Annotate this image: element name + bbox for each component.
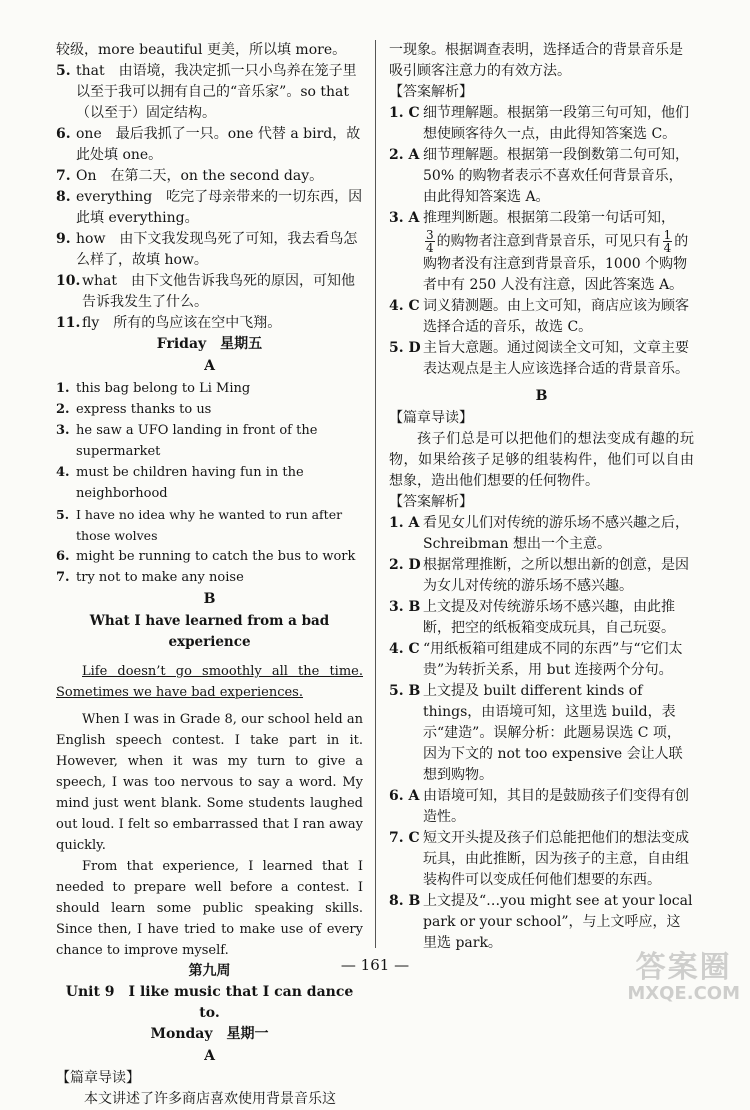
item-text: one 最后我抓了一只。one 代替 a bird，故此处填 one。 xyxy=(76,126,361,163)
answer-item xyxy=(389,338,694,380)
item-text: 上文提及“…you might see at your local park or your school”，与上文呼应，这里选 park。 xyxy=(423,893,693,951)
answer-label: 【答案解析】 xyxy=(389,494,473,510)
item-number: 7. xyxy=(56,168,71,184)
item-number: 6. xyxy=(56,549,70,564)
fraction-denominator: 4 xyxy=(663,241,672,255)
item-text: 词义猜测题。由上文可知，商店应该为顾客选择合适的音乐，故选 C。 xyxy=(423,298,689,335)
answer-item xyxy=(56,420,363,462)
item-text: 推理判断题。根据第二段第一句话可知， xyxy=(423,210,675,226)
item-text: fly 所有的鸟应该在空中飞翔。 xyxy=(82,315,282,331)
item-text: that 由语境，我决定抓一只小鸟养在笼子里以至于我可以拥有自己的“音乐家”。so that（以至于）固定结构。 xyxy=(76,63,357,121)
item-text: “用纸板箱可组建成不同的东西”与“它们太贵”为转折关系，用 but 连接两个分句。 xyxy=(423,641,683,678)
answer-item xyxy=(389,296,694,338)
day-heading: Friday 星期五 xyxy=(156,336,263,352)
answer-item xyxy=(56,378,363,399)
answer-item xyxy=(389,891,694,954)
watermark-text: 答案圈 xyxy=(635,950,732,985)
item-text: might be running to catch the bus to work xyxy=(76,549,356,564)
item-number: 4. C xyxy=(389,298,420,314)
item-number: 3. B xyxy=(389,599,421,615)
guide-label: 【篇章导读】 xyxy=(56,1070,140,1086)
answer-item xyxy=(56,546,363,567)
item-number: 9. xyxy=(56,231,71,247)
answer-item xyxy=(389,103,694,145)
answer-item xyxy=(56,313,363,334)
guide-label: 【篇章导读】 xyxy=(389,410,473,426)
answer-item xyxy=(389,786,694,828)
answer-item xyxy=(389,639,694,681)
item-number: 2. xyxy=(56,402,70,417)
answer-item xyxy=(56,462,363,504)
left-column xyxy=(56,40,363,1110)
item-number: 7. xyxy=(56,570,70,585)
item-number: 8. xyxy=(56,189,71,205)
item-text: he saw a UFO landing in front of the supermarket xyxy=(76,423,318,459)
text-line: 较级，more beautiful 更美，所以填 more。 xyxy=(56,42,347,58)
section-letter: A xyxy=(204,358,215,374)
item-number: 1. A xyxy=(389,515,420,531)
section-letter: B xyxy=(535,388,548,404)
item-number: 5. xyxy=(56,507,70,522)
answer-item xyxy=(56,124,363,166)
text-line: 一现象。根据调查表明，选择适合的背景音乐是吸引顾客注意力的有效方法。 xyxy=(389,42,683,79)
item-text: what 由下文他告诉我鸟死的原因，可知他告诉我发生了什么。 xyxy=(82,273,355,310)
answer-label: 【答案解析】 xyxy=(389,84,473,100)
answer-item xyxy=(56,271,363,313)
week-heading: 第九周 xyxy=(188,963,231,979)
fraction xyxy=(663,229,673,254)
item-number: 6. A xyxy=(389,788,420,804)
section-letter: A xyxy=(204,1048,215,1064)
item-number: 5. xyxy=(56,63,71,79)
item-text: I have no idea why he wanted to run after those wolves xyxy=(76,507,343,543)
item-number: 10. xyxy=(56,273,81,289)
fraction-numerator: 1 xyxy=(663,228,672,242)
item-text: everything 吃完了母亲带来的一切东西，因此填 everything。 xyxy=(76,189,363,226)
item-text: 上文提及对传统游乐场不感兴趣，由此推断，把空的纸板箱变成玩具，自己玩耍。 xyxy=(423,599,675,636)
guide-text: 本文讲述了许多商店喜欢使用背景音乐这 xyxy=(84,1091,336,1107)
watermark-url: MXQE.COM xyxy=(627,983,740,1004)
answer-item xyxy=(56,567,363,588)
item-text: must be children having fun in the neighborhood xyxy=(76,465,304,501)
item-number: 8. B xyxy=(389,893,421,909)
answer-item xyxy=(389,208,694,296)
answer-item xyxy=(56,166,363,187)
answer-item xyxy=(56,504,363,546)
fraction-denominator: 4 xyxy=(426,241,434,255)
item-text: this bag belong to Li Ming xyxy=(76,381,251,396)
answer-item xyxy=(389,145,694,208)
answer-item xyxy=(56,229,363,271)
fraction-numerator: 3 xyxy=(426,228,434,242)
answer-item xyxy=(389,597,694,639)
column-divider xyxy=(375,40,376,948)
day-heading: Monday 星期一 xyxy=(150,1026,269,1042)
item-number: 5. D xyxy=(389,340,421,356)
right-column xyxy=(389,40,694,954)
essay-title: What I have learned from a bad experience xyxy=(89,613,330,650)
item-text: 短文开头提及孩子们总能把他们的想法变成玩具，由此推断，因为孩子的主意，自由组装构件可以变成任何他们想要的东西。 xyxy=(423,830,689,888)
section-letter: B xyxy=(203,591,216,607)
item-text: 细节理解题。根据第一段倒数第二句可知，50% 的购物者表示不喜欢任何背景音乐，由此得知答案选 A。 xyxy=(423,147,689,205)
fraction xyxy=(425,229,435,254)
item-number: 2. A xyxy=(389,147,420,163)
item-text: On 在第二天，on the second day。 xyxy=(76,168,324,184)
item-number: 6. xyxy=(56,126,71,142)
item-number: 1. xyxy=(56,381,70,396)
item-number: 2. D xyxy=(389,557,421,573)
item-number: 4. C xyxy=(389,641,420,657)
item-text: 的购物者没有注意到背景音乐，1000 个购物者中有 250 人没有注意，因此答案选 A。 xyxy=(423,233,689,293)
answer-item xyxy=(56,61,363,124)
item-text: 由语境可知，其目的是鼓励孩子们变得有创造性。 xyxy=(423,788,689,825)
item-text: 根据常理推断，之所以想出新的创意，是因为女儿对传统的游乐场不感兴趣。 xyxy=(423,557,689,594)
answer-item xyxy=(389,513,694,555)
item-text: express thanks to us xyxy=(76,402,212,417)
item-text: how 由下文我发现鸟死了可知，我去看鸟怎么样了，故填 how。 xyxy=(76,231,358,268)
essay-paragraph: Life doesn’t go smoothly all the time. Sometimes we have bad experiences. xyxy=(56,664,363,700)
item-text: try not to make any noise xyxy=(76,570,244,585)
item-number: 7. C xyxy=(389,830,420,846)
answer-item xyxy=(389,555,694,597)
item-text: 细节理解题。根据第一段第三句可知，他们想使顾客待久一点，由此得知答案选 C。 xyxy=(423,105,689,142)
item-text: 的购物者注意到背景音乐，可见只有 xyxy=(436,233,661,250)
item-text: 看见女儿们对传统的游乐场不感兴趣之后，Schreibman 想出一个主意。 xyxy=(423,515,689,552)
answer-item xyxy=(389,828,694,891)
page-number: — 161 — xyxy=(340,956,410,974)
item-text: 上文提及 built different kinds of things，由语境可知，这里选 build，表示“建造”。误解分析：此题易误选 C 项，因为下文的 not too expensive 会让人联想到购物。 xyxy=(423,683,683,783)
guide-text: 孩子们总是可以把他们的想法变成有趣的玩物，如果给孩子足够的组装构件，他们可以自由想象，造出他们想要的任何物件。 xyxy=(389,431,694,489)
unit-heading: Unit 9 I like music that I can dance to. xyxy=(65,984,354,1021)
essay-paragraph: From that experience, I learned that I needed to prepare well before a contest. I should learn some public speaking skills. Since then, I have tried to make use of every chance to improve myself. xyxy=(56,859,363,958)
item-number: 3. xyxy=(56,423,70,438)
item-number: 1. C xyxy=(389,105,420,121)
watermark-logo xyxy=(627,952,740,1004)
item-number: 4. xyxy=(56,465,70,480)
item-number: 5. B xyxy=(389,683,421,699)
item-number: 11. xyxy=(56,315,81,331)
answer-item xyxy=(389,681,694,786)
essay-paragraph: When I was in Grade 8, our school held an English speech contest. I take part in it. However, when it was my turn to give a speech, I was too nervous to say a word. My mind just went blank. Some students laughed out loud. I felt so embarrassed that I ran away quickly. xyxy=(56,712,363,853)
answer-item xyxy=(56,399,363,420)
item-text: 主旨大意题。通过阅读全文可知，文章主要表达观点是主人应该选择合适的背景音乐。 xyxy=(423,340,689,377)
item-number: 3. A xyxy=(389,210,420,226)
answer-item xyxy=(56,187,363,229)
